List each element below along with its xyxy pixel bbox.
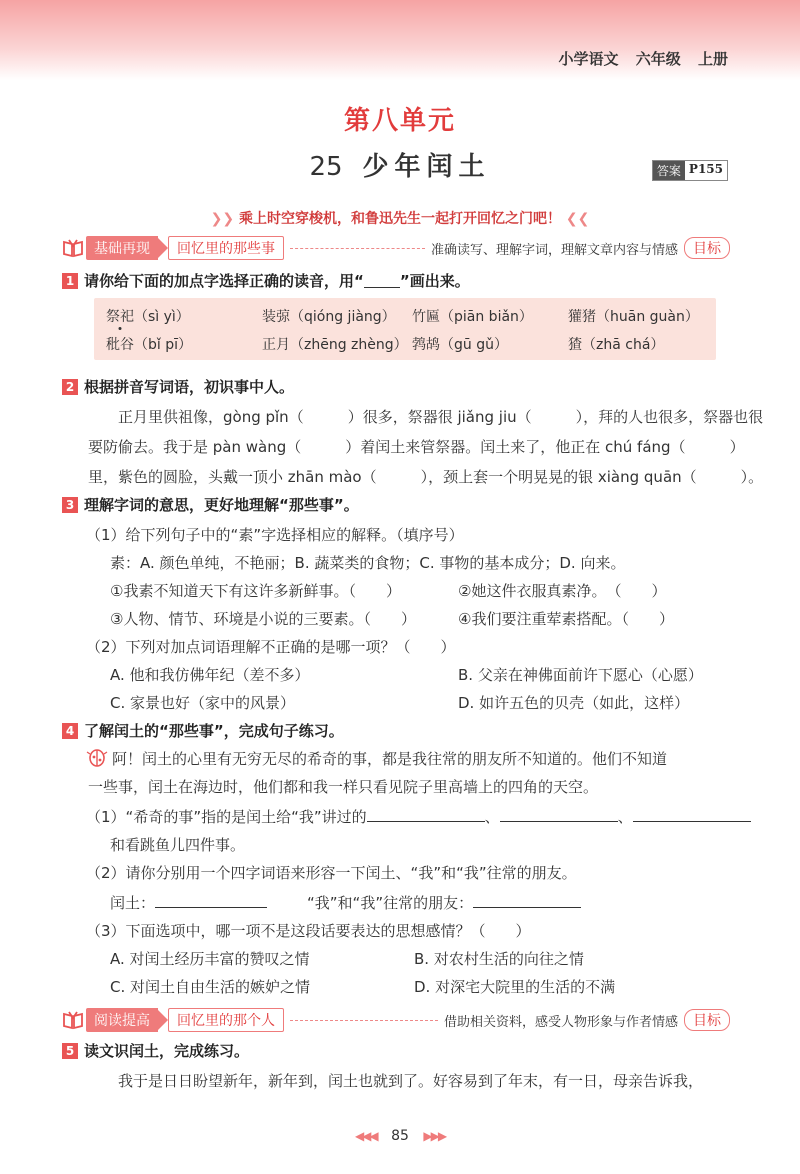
q4-sub-1: （1）“希奇的事”指的是闰土给“我”讲过的 、 、 [86,806,751,827]
q3-choice-c: C. 家景也好（家中的风景） [110,694,296,712]
q4-passage-line-1: 阿！闰土的心里有无穷无尽的希奇的事，都是我往常的朋友所不知道的。他们不知道 [112,750,668,768]
slogan: ❯❯ 乘上时空穿梭机，和鲁迅先生一起打开回忆之门吧！ ❮❮ [210,211,590,227]
q2-line-3: 里，紫色的圆脸，头戴一顶小 zhān mào（ ），颈上套一个明晃晃的银 xiàng quān（ ）。 [88,468,764,486]
q4-passage-line-2: 一些事，闰土在海边时，他们都和我一样只看见院子里高墙上的四角的天空。 [88,778,599,796]
question-3 [62,494,359,515]
q3-option-2: ②她这件衣服真素净。 （ ） [458,582,667,600]
q4-sub-1-cont: 和看跳鱼儿四件事。 [110,836,246,854]
book-icon [62,1010,84,1030]
question-5 [62,1040,249,1061]
header-volume: 上册 [697,50,728,68]
arrow-icon [158,1010,168,1030]
question-number: 4 [62,723,78,739]
page-number: 85 [391,1128,409,1144]
pinyin-item: 竹匾（piān biǎn） [412,309,533,325]
section-sub: 回忆里的那些事 [168,236,284,260]
q4-sub-3: （3）下面选项中，哪一项不是这段话要表达的思想感情？（ ） [86,922,531,940]
pinyin-item: 秕谷（bǐ pī） [106,337,193,353]
header-info [546,48,728,69]
arrow-icon [158,238,168,258]
q4-sub-2-answers: 闰土： “我”和“我”往常的朋友： [110,892,581,913]
lesson-number: 25 [309,152,343,182]
q5-passage-line-1: 我于是日日盼望新年，新年到，闰土也就到了。好容易到了年末，有一日，母亲告诉我， [118,1072,704,1090]
goal-badge: 目标 [684,237,730,259]
question-number: 1 [62,273,78,289]
q3-choice-a: A. 他和我仿佛年纪（差不多） [110,666,310,684]
section-desc: 准确读写、理解字词，理解文章内容与情感 [430,242,678,258]
section-sub: 回忆里的那个人 [168,1008,284,1032]
question-number: 3 [62,497,78,513]
slogan-text: 乘上时空穿梭机，和鲁迅先生一起打开回忆之门吧！ [239,211,561,227]
q3-choice-d: D. 如许五色的贝壳（如此，这样） [458,694,690,712]
question-4 [62,720,344,741]
pinyin-item: 装弶（qióng jiàng） [262,309,396,325]
header-subject: 小学语文 [558,50,619,68]
q4-sub-2: （2）请你分别用一个四字词语来形容一下闰土、“我”和“我”往常的朋友。 [86,864,577,882]
page-footer [0,1128,800,1144]
header-grade: 六年级 [635,50,681,68]
question-text: 读文识闰土，完成练习。 [84,1042,250,1060]
lesson-name: 少年闰土 [362,152,491,182]
left-arrows-icon: ◀◀◀ [354,1129,377,1143]
section-desc: 借助相关资料，感受人物形象与作者情感 [443,1014,678,1030]
q3-choice-b: B. 父亲在神佛面前许下愿心（心愿） [458,666,703,684]
section-label: 阅读提高 [86,1008,158,1032]
divider [290,1020,438,1021]
pinyin-item: 猹（zhā chá） [568,337,665,353]
section-bar-basic [62,236,730,260]
q3-sub-1: （1）给下列句子中的“素”字选择相应的解释。（填序号） [86,526,464,544]
pinyin-options-box [94,298,716,360]
question-number: 5 [62,1043,78,1059]
q3-option-3: ③人物、情节、环境是小说的三要素。（ ） [110,610,416,628]
goal-badge: 目标 [684,1009,730,1031]
q4-choice-a: A. 对闰土经历丰富的赞叹之情 [110,950,310,968]
question-text: 了解闰土的“那些事”，完成句子练习。 [84,722,344,740]
q3-sub-2: （2）下列对加点词语理解不正确的是哪一项？（ ） [86,638,456,656]
question-2 [62,376,294,397]
question-text: 理解字词的意思，更好地理解“那些事”。 [84,496,359,514]
q3-option-4: ④我们要注重荤素搭配。（ ） [458,610,674,628]
answer-label: 答案 [653,161,685,180]
right-arrows-icon: ▶▶▶ [423,1129,446,1143]
pinyin-item: 祭祀（sì yì） [106,309,190,325]
question-1 [62,270,470,291]
q2-line-1: 正月里供祖像，gòng pǐn（ ）很多，祭器很 jiǎng jiu（ ），拜的人也很多，祭器也很 [118,408,764,426]
book-icon [62,238,84,258]
q4-choice-c: C. 对闰土自由生活的嫉妒之情 [110,978,311,996]
pinyin-item: 鹁鸪（gū gǔ） [412,337,508,353]
q2-line-2: 要防偷去。我于是 pàn wàng（ ）着闰土来管祭器。闰土来了，他正在 chú fáng（ ） [88,438,745,456]
unit-title: 第八单元 [343,106,456,136]
section-bar-reading [62,1008,730,1032]
section-label: 基础再现 [86,236,158,260]
q3-definition: 素：A. 颜色单纯，不艳丽；B. 蔬菜类的食物；C. 事物的基本成分；D. 向来。 [110,554,626,572]
ladybug-icon [86,746,108,768]
answer-reference [652,160,728,181]
pinyin-item: 正月（zhēng zhèng） [262,337,408,353]
q3-option-1: ①我素不知道天下有这许多新鲜事。（ ） [110,582,401,600]
answer-page: P155 [688,162,723,176]
question-number: 2 [62,379,78,395]
question-text: 请你给下面的加点字选择正确的读音，用“ [84,272,364,290]
blank [364,273,400,288]
pinyin-item: 獾猪（huān guàn） [568,309,699,325]
q4-choice-d: D. 对深宅大院里的生活的不满 [414,978,616,996]
divider [290,248,425,249]
q4-choice-b: B. 对农村生活的向往之情 [414,950,584,968]
question-text: ”画出来。 [399,272,470,290]
question-text: 根据拼音写词语，初识事中人。 [84,378,295,396]
